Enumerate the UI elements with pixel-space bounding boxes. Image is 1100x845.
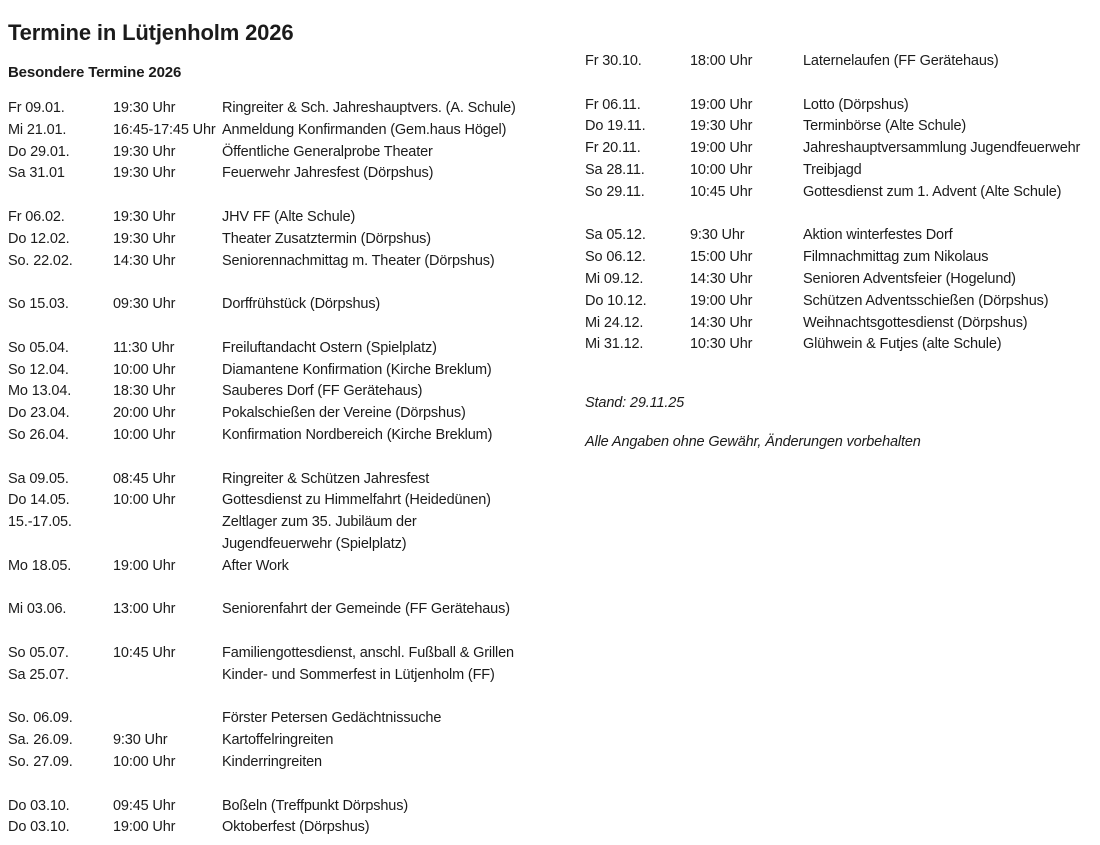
- event-date: Sa 28.11.: [585, 161, 645, 178]
- event-event: [803, 73, 1097, 95]
- event-time: 09:30 Uhr: [113, 296, 176, 313]
- event-row: [8, 708, 580, 730]
- event-event: Anmeldung Konfirmanden (Gem.haus Högel): [222, 121, 507, 138]
- spacer-row: [8, 687, 580, 709]
- event-time: 08:45 Uhr: [113, 470, 176, 487]
- event-time: 19:30 Uhr: [113, 143, 176, 160]
- event-date: So. 22.02.: [8, 252, 73, 269]
- spacer-row: [8, 272, 580, 294]
- event-date: So 06.12.: [585, 249, 646, 266]
- event-time: 10:00 Uhr: [690, 161, 753, 178]
- event-time: 19:00 Uhr: [113, 819, 176, 836]
- event-date: So 05.07.: [8, 644, 69, 661]
- event-time: 9:30 Uhr: [113, 732, 168, 749]
- event-time: [113, 687, 222, 709]
- event-event: Boßeln (Treffpunkt Dörpshus): [222, 797, 408, 814]
- event-row: [8, 425, 580, 447]
- event-event: [222, 774, 580, 796]
- event-row: [8, 163, 580, 185]
- event-event: JHV FF (Alte Schule): [222, 208, 356, 225]
- event-row: [585, 160, 1097, 182]
- event-event: Seniorennachmittag m. Theater (Dörpshus): [222, 252, 495, 269]
- event-event: After Work: [222, 557, 289, 574]
- event-date: [8, 272, 113, 294]
- event-time: [113, 665, 222, 687]
- event-row: [8, 556, 580, 578]
- event-time: [113, 512, 222, 534]
- event-event: Lotto (Dörpshus): [803, 96, 909, 113]
- event-date: So 15.03.: [8, 296, 69, 313]
- event-date: Fr 06.02.: [8, 208, 65, 225]
- event-time: [113, 534, 222, 556]
- event-time: 19:30 Uhr: [113, 230, 176, 247]
- event-time: 15:00 Uhr: [690, 249, 753, 266]
- event-event: Kinderringreiten: [222, 753, 322, 770]
- event-event: Kartoffelringreiten: [222, 732, 334, 749]
- event-row: [8, 207, 580, 229]
- event-row: [8, 643, 580, 665]
- event-event: [222, 185, 580, 207]
- event-date: Fr 30.10.: [585, 53, 642, 69]
- event-row: [8, 360, 580, 382]
- event-time: 13:00 Uhr: [113, 601, 176, 618]
- event-row: [8, 817, 580, 839]
- event-date: Sa 25.07.: [8, 666, 69, 683]
- event-event: [222, 272, 580, 294]
- spacer-row: [8, 316, 580, 338]
- event-date: So 26.04.: [8, 426, 69, 443]
- note-disclaimer: Alle Angaben ohne Gewähr, Änderungen vorbehalten: [585, 434, 921, 450]
- event-row: [8, 381, 580, 403]
- event-date: Do 19.11.: [585, 118, 646, 135]
- spacer-row: [8, 578, 580, 600]
- event-time: [113, 185, 222, 207]
- event-date: Mi 03.06.: [8, 601, 67, 618]
- event-date: Do 23.04.: [8, 405, 70, 422]
- event-event: Förster Petersen Gedächtnissuche: [222, 710, 442, 727]
- event-event: Dorffrühstück (Dörpshus): [222, 296, 381, 313]
- event-date: Sa 09.05.: [8, 470, 69, 487]
- event-row: [585, 247, 1097, 269]
- event-row: [8, 142, 580, 164]
- event-time: 19:00 Uhr: [690, 96, 753, 113]
- event-time: 19:30 Uhr: [113, 100, 176, 116]
- event-event: Pokalschießen der Vereine (Dörpshus): [222, 405, 466, 422]
- event-time: 10:00 Uhr: [113, 426, 176, 443]
- event-time: [113, 578, 222, 600]
- event-time: 11:30 Uhr: [113, 339, 175, 356]
- event-date: Do 10.12.: [585, 292, 647, 309]
- event-row: [8, 98, 580, 120]
- schedule-right-column: [585, 51, 1097, 356]
- event-time: 10:45 Uhr: [113, 644, 176, 661]
- spacer-row: [585, 73, 1097, 95]
- event-time: [113, 708, 222, 730]
- spacer-row: [8, 621, 580, 643]
- event-time: 20:00 Uhr: [113, 405, 176, 422]
- event-event: Ringreiter & Sch. Jahreshauptvers. (A. Schule): [222, 100, 516, 116]
- event-row: [8, 796, 580, 818]
- event-date: Mi 21.01.: [8, 121, 67, 138]
- spacer-row: [8, 185, 580, 207]
- event-time: 10:00 Uhr: [113, 492, 176, 509]
- event-date: [8, 578, 113, 600]
- event-time: 9:30 Uhr: [690, 227, 745, 244]
- event-event: Ringreiter & Schützen Jahresfest: [222, 470, 430, 487]
- event-date: So. 06.09.: [8, 710, 73, 727]
- event-time: 14:30 Uhr: [113, 252, 176, 269]
- spacer-row: [8, 774, 580, 796]
- event-row: [8, 294, 580, 316]
- event-time: 19:30 Uhr: [113, 165, 176, 182]
- event-date: [8, 774, 113, 796]
- event-date: [8, 447, 113, 469]
- event-time: 10:00 Uhr: [113, 361, 176, 378]
- event-row: [8, 752, 580, 774]
- event-event: Oktoberfest (Dörpshus): [222, 819, 370, 836]
- event-date: Mi 09.12.: [585, 270, 644, 287]
- event-event: Feuerwehr Jahresfest (Dörpshus): [222, 165, 434, 182]
- event-time: [113, 621, 222, 643]
- event-date: Do 12.02.: [8, 230, 70, 247]
- event-time: 19:00 Uhr: [113, 557, 176, 574]
- event-event: [803, 204, 1097, 226]
- event-date: Fr 20.11.: [585, 140, 641, 157]
- schedule-left-column: [8, 98, 580, 839]
- event-event: Familiengottesdienst, anschl. Fußball & Grillen: [222, 644, 514, 661]
- event-event: [222, 687, 580, 709]
- spacer-row: [8, 447, 580, 469]
- event-date: Do 03.10.: [8, 819, 70, 836]
- event-event: Weihnachtsgottesdienst (Dörpshus): [803, 314, 1028, 331]
- event-time: [113, 316, 222, 338]
- event-date: [585, 204, 690, 226]
- event-event: [222, 447, 580, 469]
- event-time: 10:30 Uhr: [690, 336, 753, 353]
- event-row: [585, 269, 1097, 291]
- event-date: [8, 687, 113, 709]
- event-row: [8, 251, 580, 273]
- event-time: 14:30 Uhr: [690, 270, 753, 287]
- event-row: [585, 291, 1097, 313]
- event-event: Gottesdienst zum 1. Advent (Alte Schule): [803, 183, 1062, 200]
- section-title: Besondere Termine 2026: [8, 64, 182, 82]
- event-row: [585, 313, 1097, 335]
- event-event: Kinder- und Sommerfest in Lütjenholm (FF): [222, 666, 495, 683]
- event-date: Do 03.10.: [8, 797, 70, 814]
- page-title: Termine in Lütjenholm 2026: [8, 19, 294, 45]
- event-event: Senioren Adventsfeier (Hogelund): [803, 270, 1016, 287]
- event-date: Mo 18.05.: [8, 557, 72, 574]
- event-event: [222, 621, 580, 643]
- event-date: Fr 09.01.: [8, 100, 65, 116]
- event-time: 19:00 Uhr: [690, 140, 753, 157]
- event-event: Filmnachmittag zum Nikolaus: [803, 249, 989, 266]
- event-date: Mi 24.12.: [585, 314, 644, 331]
- event-row: [8, 730, 580, 752]
- event-time: 09:45 Uhr: [113, 797, 176, 814]
- event-date: So 12.04.: [8, 361, 69, 378]
- event-date: So 29.11.: [585, 183, 645, 200]
- event-time: 10:45 Uhr: [690, 183, 753, 200]
- event-time: 18:30 Uhr: [113, 383, 176, 400]
- event-row: [8, 599, 580, 621]
- event-time: 19:30 Uhr: [690, 118, 753, 135]
- event-event: Treibjagd: [803, 161, 862, 178]
- event-date: Fr 06.11.: [585, 96, 641, 113]
- event-date: Do 14.05.: [8, 492, 70, 509]
- event-row: [8, 338, 580, 360]
- event-time: 16:45-17:45 Uhr: [113, 121, 216, 138]
- event-time: 14:30 Uhr: [690, 314, 753, 331]
- event-event: Konfirmation Nordbereich (Kirche Breklum): [222, 426, 493, 443]
- event-row: [8, 403, 580, 425]
- event-time: [113, 774, 222, 796]
- event-row: [585, 51, 1097, 73]
- event-row: [8, 534, 580, 556]
- event-time: [690, 73, 803, 95]
- event-row: [8, 490, 580, 512]
- spacer-row: [585, 204, 1097, 226]
- event-row: [8, 469, 580, 491]
- event-event: Diamantene Konfirmation (Kirche Breklum): [222, 361, 492, 378]
- event-event: Jahreshauptversammlung Jugendfeuerwehr: [803, 140, 1081, 157]
- event-row: [585, 95, 1097, 117]
- note-stand: Stand: 29.11.25: [585, 395, 685, 411]
- event-date: Do 29.01.: [8, 143, 70, 160]
- event-event: Gottesdienst zu Himmelfahrt (Heidedünen): [222, 492, 491, 509]
- event-event: Sauberes Dorf (FF Gerätehaus): [222, 383, 423, 400]
- event-event: Jugendfeuerwehr (Spielplatz): [222, 535, 407, 552]
- event-date: Sa. 26.09.: [8, 732, 73, 749]
- event-event: Öffentliche Generalprobe Theater: [222, 143, 433, 160]
- event-time: 19:00 Uhr: [690, 292, 753, 309]
- event-row: [8, 665, 580, 687]
- event-date: [8, 185, 113, 207]
- event-row: [585, 334, 1097, 356]
- event-row: [585, 138, 1097, 160]
- event-event: [222, 316, 580, 338]
- event-date: Mi 31.12.: [585, 336, 644, 353]
- event-event: Seniorenfahrt der Gemeinde (FF Gerätehaus): [222, 601, 510, 618]
- event-row: [585, 182, 1097, 204]
- event-date: So 05.04.: [8, 339, 69, 356]
- event-event: [222, 578, 580, 600]
- event-date: Sa 05.12.: [585, 227, 646, 244]
- event-date: [8, 534, 113, 556]
- event-time: [690, 204, 803, 226]
- event-event: Theater Zusatztermin (Dörpshus): [222, 230, 431, 247]
- event-row: [8, 512, 580, 534]
- event-date: 15.-17.05.: [8, 514, 72, 531]
- event-event: Schützen Adventsschießen (Dörpshus): [803, 292, 1049, 309]
- event-event: Freiluftandacht Ostern (Spielplatz): [222, 339, 437, 356]
- event-row: [585, 116, 1097, 138]
- event-date: [585, 73, 690, 95]
- event-date: Mo 13.04.: [8, 383, 72, 400]
- event-row: [8, 120, 580, 142]
- event-date: [8, 316, 113, 338]
- event-event: Glühwein & Futjes (alte Schule): [803, 336, 1002, 353]
- event-time: 19:30 Uhr: [113, 208, 176, 225]
- event-event: Laternelaufen (FF Gerätehaus): [803, 53, 999, 69]
- event-event: Terminbörse (Alte Schule): [803, 118, 967, 135]
- event-row: [8, 229, 580, 251]
- event-time: 18:00 Uhr: [690, 53, 753, 69]
- event-date: [8, 621, 113, 643]
- event-date: So. 27.09.: [8, 753, 73, 770]
- event-event: Zeltlager zum 35. Jubiläum der: [222, 514, 417, 531]
- event-time: [113, 447, 222, 469]
- event-row: [585, 225, 1097, 247]
- event-date: Sa 31.01: [8, 165, 65, 182]
- event-event: Aktion winterfestes Dorf: [803, 227, 953, 244]
- event-time: 10:00 Uhr: [113, 753, 176, 770]
- event-time: [113, 272, 222, 294]
